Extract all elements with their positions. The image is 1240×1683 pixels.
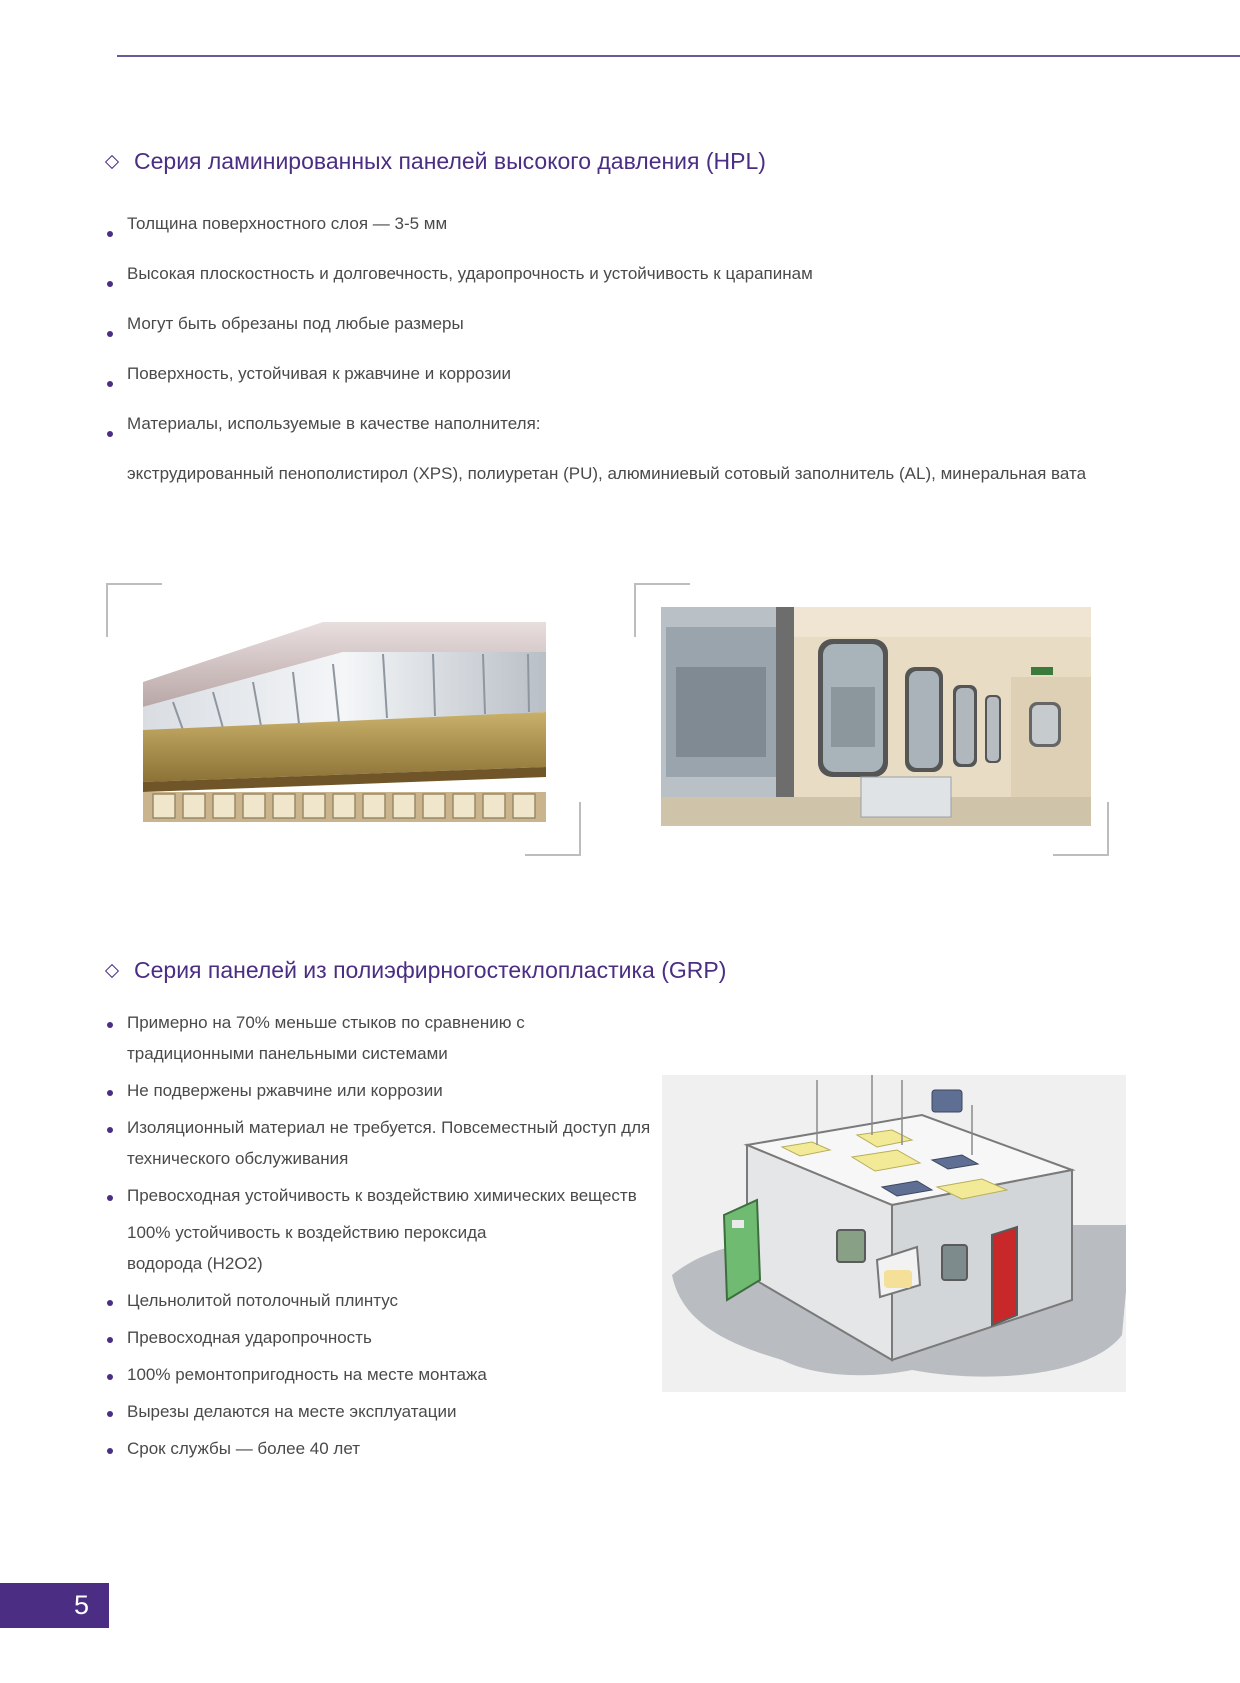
page-number: 5 [0,1583,109,1628]
list-item: Могут быть обрезаны под любые размеры [105,309,1086,359]
bullet-icon [107,1411,113,1417]
bullet-icon [107,1337,113,1343]
header-rule [117,55,1240,57]
grp-section-title [105,957,726,984]
grp-feature-list [105,1007,650,1470]
list-item: Срок службы — более 40 лет [105,1433,650,1464]
list-item: Превосходная устойчивость к воздействию химических веществ [105,1180,650,1211]
list-item: Вырезы делаются на месте эксплуатации [105,1396,650,1427]
hpl-feature-list [105,209,1086,509]
bullet-icon [107,281,113,287]
list-item: Примерно на 70% меньше стыков по сравнению с традиционными панельными системами [105,1007,650,1069]
list-item: Высокая плоскостность и долговечность, ударопрочность и устойчивость к царапинам [105,259,1086,309]
list-item: Превосходная ударопрочность [105,1322,650,1353]
list-item: Поверхность, устойчивая к ржавчине и коррозии [105,359,1086,409]
diamond-icon [105,154,119,168]
modular-cleanroom-illustration [662,1075,1126,1392]
cleanroom-photo [661,607,1091,826]
panel-core-photo [143,612,546,828]
list-item-continuation: экструдированный пенополистирол (XPS), полиуретан (PU), алюминиевый сотовый заполнитель (AL), минеральная вата [127,464,1087,483]
hpl-title-text: Серия ламинированных панелей высокого давления (HPL) [134,148,766,174]
hpl-section-title [105,148,766,175]
bullet-icon [107,1090,113,1096]
bullet-icon [107,331,113,337]
bullet-icon [107,231,113,237]
bullet-icon [107,1374,113,1380]
bullet-icon [107,1022,113,1028]
grp-title-text: Серия панелей из полиэфирногостеклопластика (GRP) [134,957,727,983]
bullet-icon [107,1195,113,1201]
bullet-icon [107,381,113,387]
bullet-icon [107,1127,113,1133]
list-item: Материалы, используемые в качестве наполнителя: [105,409,1086,459]
list-item: Цельнолитой потолочный плинтус [105,1285,650,1316]
list-item: Толщина поверхностного слоя — 3-5 мм [105,209,1086,259]
list-item: 100% ремонтопригодность на месте монтажа [105,1359,650,1390]
list-item-continuation: 100% устойчивость к воздействию пероксида водорода (H2O2) [127,1223,487,1273]
bullet-icon [107,1448,113,1454]
bullet-icon [107,431,113,437]
list-item: Не подвержены ржавчине или коррозии [105,1075,650,1106]
bullet-icon [107,1300,113,1306]
list-item: Изоляционный материал не требуется. Повсеместный доступ для технического обслуживания [105,1112,650,1174]
diamond-icon [105,963,119,977]
